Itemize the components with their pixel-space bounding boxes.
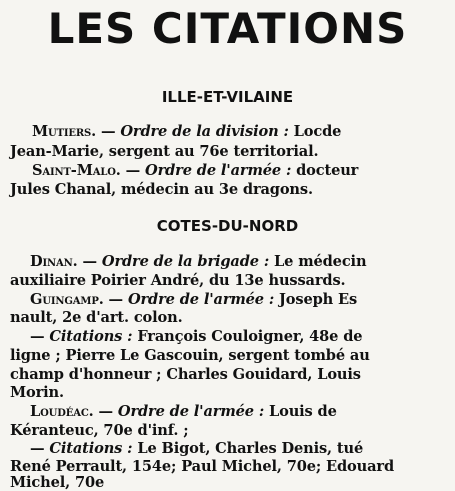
text-line: Jean-Marie, sergent au 76e territorial.	[10, 143, 319, 160]
citations-label: Citations :	[49, 440, 133, 457]
text-line: René Perrault, 154e; Paul Michel, 70e; Edouard	[10, 458, 395, 475]
text-line: auxiliaire Poirier André, du 13e hussards.	[10, 272, 346, 289]
text-line: Michel, 70e	[10, 474, 105, 491]
place-name: Saint-Malo.	[32, 162, 121, 179]
order-label: Ordre de l'armée :	[127, 291, 275, 308]
place-name: Dinan.	[30, 253, 78, 270]
order-label: Ordre de la brigade :	[101, 253, 270, 270]
order-label: Ordre de l'armée :	[117, 403, 265, 420]
place-name: Guingamp.	[30, 291, 104, 308]
text-line: ligne ; Pierre Le Gascouin, sergent tombé au	[10, 347, 370, 364]
place-name: Mutiers.	[32, 123, 97, 140]
text-line: Loudéac. — Ordre de l'armée : Louis de	[30, 403, 337, 420]
order-label: Ordre de la division :	[120, 123, 289, 140]
text-line: Mutiers. — Ordre de la division : Locde	[32, 123, 342, 140]
text-line: nault, 2e d'art. colon.	[10, 309, 183, 326]
text-line: — Citations : Le Bigot, Charles Denis, tué	[30, 440, 364, 457]
text-line: Jules Chanal, médecin au 3e dragons.	[10, 181, 313, 198]
text-line: Dinan. — Ordre de la brigade : Le médecin	[30, 253, 367, 270]
text-line: Kéranteuc, 70e d'inf. ;	[10, 422, 189, 439]
text-line: Saint-Malo. — Ordre de l'armée : docteur	[32, 162, 359, 179]
text-line: Morin.	[10, 384, 64, 401]
text-line: — Citations : François Couloigner, 48e de	[30, 328, 363, 345]
order-label: Ordre de l'armée :	[145, 162, 292, 179]
section-heading-ille-et-vilaine: ILLE-ET-VILAINE	[161, 88, 294, 106]
page-title: LES CITATIONS	[47, 4, 408, 53]
section-heading-cotes-du-nord: COTES-DU-NORD	[156, 217, 299, 235]
citations-label: Citations :	[49, 328, 133, 345]
text-line: champ d'honneur ; Charles Gouidard, Louis	[10, 366, 361, 383]
place-name: Loudéac.	[30, 403, 94, 420]
text-line: Guingamp. — Ordre de l'armée : Joseph Es	[30, 291, 358, 308]
